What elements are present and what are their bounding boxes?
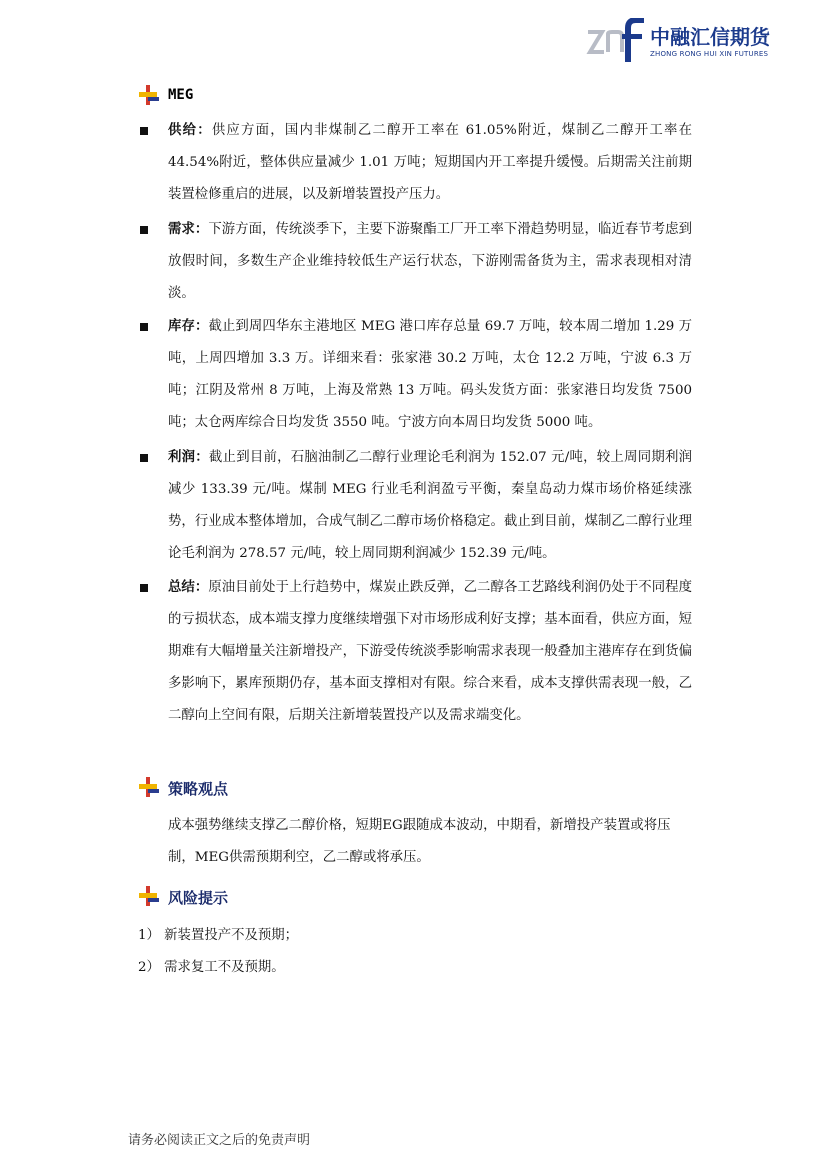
strategy-text: 成本强势继续支撑乙二醇价格，短期EG跟随成本波动，中期看，新增投产装置或将压制，MEG供需预期利空，乙二醇或将承压。: [168, 818, 671, 865]
bullet-label: 利润：: [168, 450, 209, 465]
bullet-label: 库存：: [168, 319, 209, 334]
bullet-text: 原油目前处于上行趋势中，煤炭止跌反弹，乙二醇各工艺路线利润仍处于不同程度的亏损状态，成本端支撑力度继续增强下对市场形成利好支撑；基本面看，供应方面，短期难有大幅增量关注新增投产，下游受传统淡季影响需求表现一般叠加主港库存在到货偏多影响下，累库预期仍存，基本面支撑相对有限。综合来看，成本支撑供需表现一般，乙二醇向上空间有限，后期关注新增装置投产以及需求端变化。: [168, 580, 692, 723]
bullet-text: 截止到目前，石脑油制乙二醇行业理论毛利润为 152.07 元/吨，较上周同期利润减少 133.39 元/吨。煤制 MEG 行业毛利润盈亏平衡，秦皇岛动力煤市场价格延续涨势，行业成本整体增加，合成气制乙二醇市场价格稳定。截止到目前，煤制乙二醇行业理论毛利润为 278.57 元/吨，较上周同期利润减少 152.39 元/吨。: [168, 450, 692, 561]
risk-item: 2） 需求复工不及预期。: [138, 960, 285, 975]
bullet-text: 下游方面，传统淡季下，主要下游聚酯工厂开工率下滑趋势明显，临近春节考虑到放假时间，多数生产企业维持较低生产运行状态，下游刚需备货为主，需求表现相对清淡。: [168, 222, 692, 301]
risk-item: 1） 新装置投产不及预期；: [138, 928, 299, 943]
disclaimer-footer: 请务必阅读正文之后的免责声明: [128, 1133, 311, 1148]
bullet-label: 需求：: [168, 222, 209, 237]
cross-bullet-icon: [138, 84, 160, 106]
square-bullet-icon: [140, 127, 148, 135]
bullet-supply: [168, 115, 692, 211]
square-bullet-icon: [140, 454, 148, 462]
bullet-profit: [168, 442, 692, 570]
logo-chinese-name: 中融汇信期货: [650, 25, 770, 49]
company-logo: [586, 18, 786, 64]
bullet-text: 供应方面，国内非煤制乙二醇开工率在 61.05%附近，煤制乙二醇开工率在 44.54%附近，整体供应量减少 1.01 万吨；短期国内开工率提升缓慢。后期需关注前期装置检修重启的进展，以及新增装置投产压力。: [168, 123, 692, 202]
section-title-meg: MEG: [168, 87, 194, 103]
square-bullet-icon: [140, 226, 148, 234]
bullet-label: 供给：: [168, 123, 212, 138]
bullet-demand: [168, 214, 692, 310]
cross-bullet-icon: [138, 885, 160, 907]
bullet-text: 截止到周四华东主港地区 MEG 港口库存总量 69.7 万吨，较本周二增加 1.29 万吨，上周四增加 3.3 万。详细来看：张家港 30.2 万吨，太仓 12.2 万吨，宁波 6.3 万吨；江阴及常州 8 万吨，上海及常熟 13 万吨。码头发货方面：张家港日均发货 7500 吨；太仓两库综合日均发货 3550 吨。宁波方向本周日均发货 5000 吨。: [168, 319, 693, 430]
znf-logo-icon: [586, 18, 646, 62]
section-title-strategy: 策略观点: [168, 780, 229, 798]
logo-english-name: ZHONG RONG HUI XIN FUTURES: [650, 50, 769, 58]
bullet-label: 总结：: [168, 580, 209, 595]
section-title-risk: 风险提示: [168, 889, 229, 907]
bullet-inventory: [168, 311, 692, 439]
square-bullet-icon: [140, 584, 148, 592]
cross-bullet-icon: [138, 776, 160, 798]
bullet-summary: [168, 572, 692, 732]
square-bullet-icon: [140, 323, 148, 331]
